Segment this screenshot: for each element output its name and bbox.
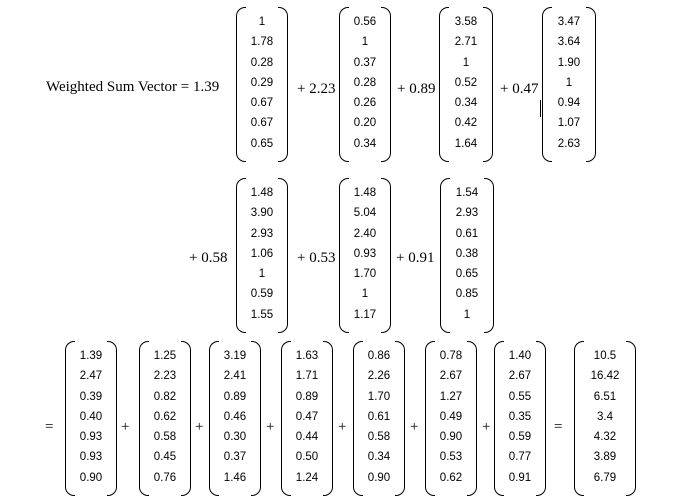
- plus-operator: +: [410, 419, 419, 435]
- vector-cell: 1.39: [79, 350, 103, 362]
- coefficient: + 0.89: [397, 81, 436, 97]
- vector-cell: 0.90: [439, 431, 463, 444]
- vector-cell: 2.63: [557, 137, 581, 150]
- vector-cell: 0.34: [367, 451, 391, 464]
- vector-cell: 0.89: [295, 390, 319, 403]
- vector-cell: 1: [258, 16, 266, 28]
- vector-r1-1: [236, 7, 288, 162]
- vector-cell: 0.30: [223, 431, 247, 444]
- vector-cell: 0.29: [250, 76, 274, 89]
- vector-cell: 1.48: [353, 187, 377, 199]
- vector-cell: 1.07: [557, 117, 581, 130]
- result-cell: 6.51: [593, 390, 617, 403]
- vector-cell: 0.40: [79, 410, 103, 423]
- vector-cell: 1: [361, 36, 369, 49]
- vector-cell: 3.90: [250, 207, 274, 220]
- vector-cell: 1.17: [353, 308, 377, 321]
- right-bracket: [586, 7, 596, 162]
- right-bracket: [381, 178, 391, 333]
- vector-cell: 0.62: [153, 410, 177, 423]
- vector-cell: 0.37: [353, 56, 377, 69]
- vector-cell: 0.34: [353, 137, 377, 150]
- coefficient: + 0.91: [396, 250, 435, 266]
- vector-cell: 0.93: [79, 431, 103, 444]
- vector-cell: 0.93: [353, 247, 377, 260]
- vector-cell: 0.89: [223, 390, 247, 403]
- vector-cell: 0.94: [557, 97, 581, 110]
- coefficient: + 2.23: [297, 81, 336, 97]
- vector-cell: 1.70: [353, 268, 377, 281]
- vector-cell: 0.58: [153, 431, 177, 444]
- vector-cell: 0.61: [455, 227, 479, 240]
- vector-cell: 1.78: [250, 36, 274, 49]
- plus-operator: +: [338, 419, 347, 435]
- lhs-label: Weighted Sum Vector =: [46, 79, 193, 95]
- vector-cell: 0.37: [223, 451, 247, 464]
- vector-cell: 0.34: [454, 97, 478, 110]
- result-cell: 3.4: [597, 410, 613, 423]
- vector-cell: 0.59: [508, 431, 532, 444]
- vector-cell: 1.27: [439, 390, 463, 403]
- plus-operator: +: [266, 419, 275, 435]
- vector-cell: 2.40: [353, 227, 377, 240]
- result-cell: 10.5: [593, 350, 617, 362]
- vector-cell: 0.67: [250, 97, 274, 110]
- right-bracket: [278, 178, 288, 333]
- vector-cell: 0.82: [153, 390, 177, 403]
- vector-cell: 1: [462, 56, 470, 69]
- right-bracket: [323, 341, 333, 496]
- product-vector-4: [281, 341, 333, 496]
- vector-cell: 0.59: [250, 288, 274, 301]
- equals-sign: =: [45, 419, 54, 435]
- vector-cell: 1.90: [557, 56, 581, 69]
- vector-cell: 0.86: [367, 350, 391, 362]
- coefficient: + 0.58: [189, 250, 228, 266]
- vector-r2-2: [339, 178, 391, 333]
- vector-cell: 0.67: [250, 117, 274, 130]
- right-bracket: [107, 341, 117, 496]
- vector-cell: 0.49: [439, 410, 463, 423]
- right-bracket: [484, 178, 494, 333]
- product-vector-6: [425, 341, 477, 496]
- right-bracket: [251, 341, 261, 496]
- product-vector-3: [209, 341, 261, 496]
- vector-cell: 0.76: [153, 471, 177, 484]
- vector-cell: 1: [463, 308, 471, 321]
- vector-cell: 0.65: [455, 268, 479, 281]
- vector-cell: 1: [361, 288, 369, 301]
- vector-r1-3: [439, 7, 493, 162]
- right-bracket: [278, 7, 288, 162]
- vector-r1-2: [339, 7, 391, 162]
- result-cell: 3.89: [593, 451, 617, 464]
- vector-cell: 1.55: [250, 308, 274, 321]
- vector-cell: 0.38: [455, 247, 479, 260]
- vector-cell: 0.77: [508, 451, 532, 464]
- result-cell: 16.42: [590, 370, 620, 383]
- vector-cell: 0.62: [439, 471, 463, 484]
- vector-cell: 0.91: [508, 471, 532, 484]
- vector-cell: 1.48: [250, 187, 274, 199]
- vector-cell: 2.41: [223, 370, 247, 383]
- vector-cell: 1.25: [153, 350, 177, 362]
- vector-cell: 0.52: [454, 76, 478, 89]
- vector-cell: 0.35: [508, 410, 532, 423]
- weighted-sum-label: [46, 78, 219, 96]
- vector-cell: 2.71: [454, 36, 478, 49]
- result-equals-sign: =: [554, 419, 563, 435]
- vector-cell: 0.26: [353, 97, 377, 110]
- coefficient: + 0.47: [500, 81, 539, 97]
- vector-cell: 0.56: [353, 16, 377, 28]
- vector-cell: 0.28: [250, 56, 274, 69]
- result-vector: [574, 341, 636, 496]
- coefficient: + 0.53: [297, 250, 336, 266]
- vector-cell: 0.47: [295, 410, 319, 423]
- vector-cell: 2.93: [455, 207, 479, 220]
- vector-cell: 2.67: [508, 370, 532, 383]
- text-cursor: [540, 100, 541, 117]
- result-cell: 6.79: [593, 471, 617, 484]
- vector-cell: 0.53: [439, 451, 463, 464]
- product-vector-5: [353, 341, 405, 496]
- coefficient: 1.39: [192, 79, 220, 95]
- vector-cell: 0.85: [455, 288, 479, 301]
- vector-cell: 0.55: [508, 390, 532, 403]
- vector-cell: 3.58: [454, 16, 478, 28]
- plus-operator: +: [482, 419, 491, 435]
- vector-cell: 1.71: [295, 370, 319, 383]
- vector-cell: 0.65: [250, 137, 274, 150]
- vector-cell: 0.39: [79, 390, 103, 403]
- vector-cell: 1.24: [295, 471, 319, 484]
- right-bracket: [626, 341, 636, 496]
- right-bracket: [181, 341, 191, 496]
- vector-cell: 1.63: [295, 350, 319, 362]
- vector-cell: 3.19: [223, 350, 247, 362]
- vector-cell: 1.70: [367, 390, 391, 403]
- vector-cell: 1.64: [454, 137, 478, 150]
- vector-r2-1: [236, 178, 288, 333]
- vector-cell: 0.61: [367, 410, 391, 423]
- vector-cell: 1.06: [250, 247, 274, 260]
- product-vector-7: [494, 341, 546, 496]
- vector-cell: 0.42: [454, 117, 478, 130]
- vector-cell: 5.04: [353, 207, 377, 220]
- vector-cell: 0.93: [79, 451, 103, 464]
- vector-r2-3: [440, 178, 494, 333]
- right-bracket: [483, 7, 493, 162]
- vector-cell: 0.45: [153, 451, 177, 464]
- vector-cell: 2.26: [367, 370, 391, 383]
- vector-cell: 0.90: [367, 471, 391, 484]
- vector-cell: 2.93: [250, 227, 274, 240]
- product-vector-1: [65, 341, 117, 496]
- right-bracket: [536, 341, 546, 496]
- product-vector-2: [139, 341, 191, 496]
- vector-cell: 1.54: [455, 187, 479, 199]
- vector-cell: 0.46: [223, 410, 247, 423]
- vector-cell: 0.50: [295, 451, 319, 464]
- right-bracket: [395, 341, 405, 496]
- vector-cell: 1.40: [508, 350, 532, 362]
- result-cell: 4.32: [593, 431, 617, 444]
- vector-cell: 0.78: [439, 350, 463, 362]
- vector-cell: 3.47: [557, 16, 581, 28]
- plus-operator: +: [195, 419, 204, 435]
- plus-operator: +: [121, 419, 130, 435]
- vector-r1-4: [542, 7, 596, 162]
- vector-cell: 2.23: [153, 370, 177, 383]
- vector-cell: 1: [258, 268, 266, 281]
- vector-cell: 0.58: [367, 431, 391, 444]
- right-bracket: [381, 7, 391, 162]
- vector-cell: 0.20: [353, 117, 377, 130]
- vector-cell: 2.67: [439, 370, 463, 383]
- vector-cell: 2.47: [79, 370, 103, 383]
- vector-cell: 3.64: [557, 36, 581, 49]
- vector-cell: 1: [565, 76, 573, 89]
- vector-cell: 0.90: [79, 471, 103, 484]
- vector-cell: 0.44: [295, 431, 319, 444]
- vector-cell: 0.28: [353, 76, 377, 89]
- right-bracket: [467, 341, 477, 496]
- vector-cell: 1.46: [223, 471, 247, 484]
